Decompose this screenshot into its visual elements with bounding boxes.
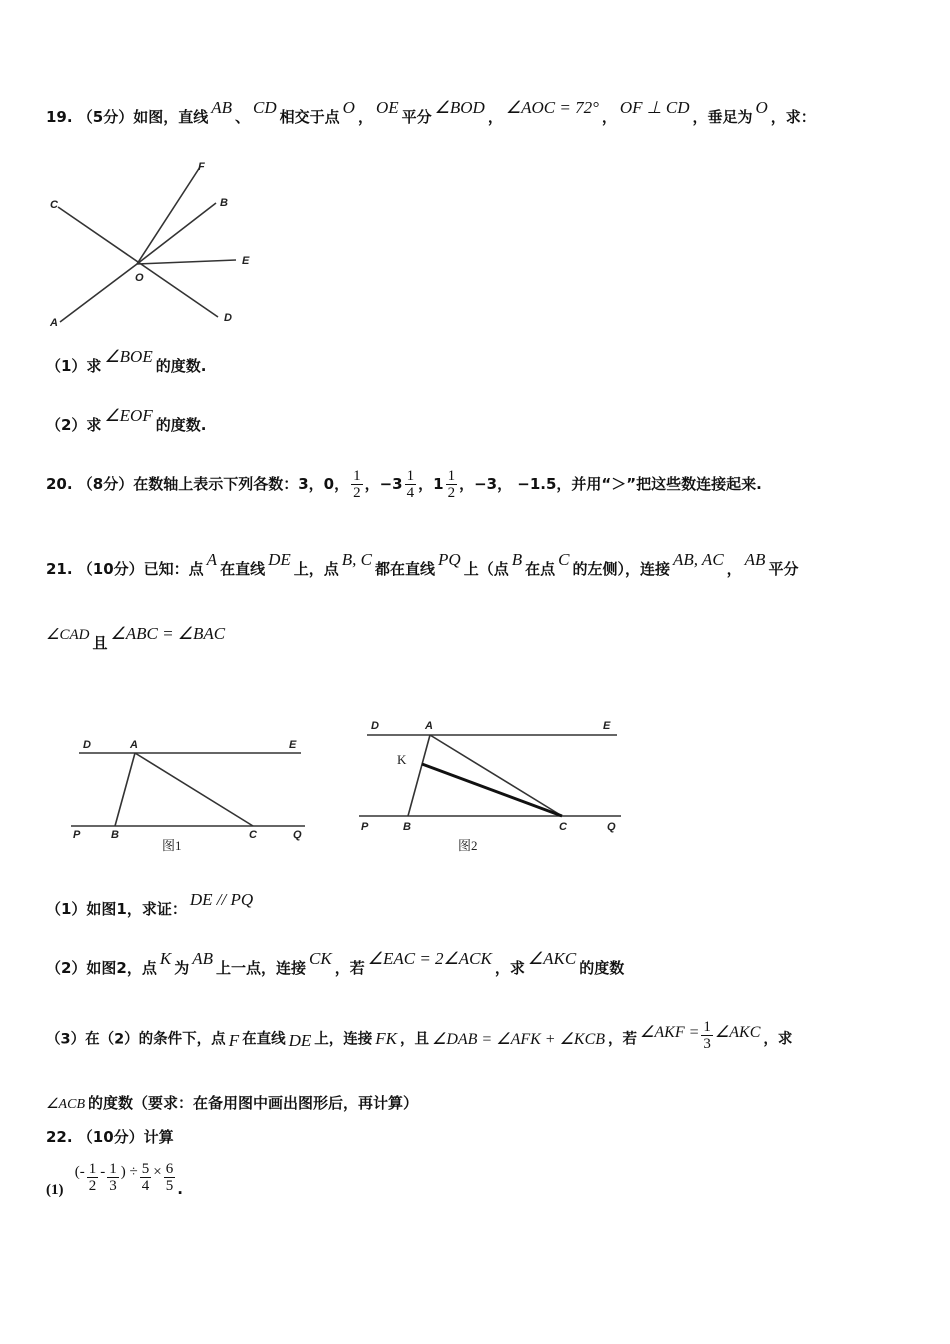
q21-p2-akc: ∠AKC <box>527 949 577 968</box>
q21-angle-cad: ∠CAD <box>46 627 90 643</box>
label-k: K <box>397 752 407 767</box>
q21-p3-t3: ，且 <box>399 1031 429 1048</box>
frac-den: 3 <box>109 1178 117 1194</box>
q21-part1 <box>46 890 256 919</box>
q19-angle-aoc: ∠AOC = 72° <box>505 98 599 117</box>
frac-den: 2 <box>353 485 361 501</box>
q21-left-text: 的左侧），连接 <box>572 560 670 578</box>
frac-num: 1 <box>88 1161 97 1177</box>
q22-close-div: ) ÷ <box>120 1164 138 1180</box>
q20-text-a: ，−3 <box>364 475 403 493</box>
q19-p2-suffix: 的度数. <box>155 416 207 434</box>
label-d: D <box>224 312 232 324</box>
q19-intersect-text: 相交于点 <box>279 108 340 126</box>
q20-text-b: ，1 <box>418 475 444 493</box>
label-c: C <box>50 199 58 211</box>
q22-open-paren: (- <box>74 1164 85 1180</box>
label-p: P <box>73 829 81 841</box>
label-a: A <box>50 317 58 329</box>
q19-part1 <box>46 347 207 376</box>
frac-num: 1 <box>109 1161 117 1177</box>
q19-p2-prefix: （2）求 <box>46 416 102 434</box>
frac-num: 1 <box>406 468 415 484</box>
q19-comma: ， <box>357 108 373 126</box>
frac-den: 4 <box>141 1178 150 1194</box>
q22-frac-4 <box>164 1161 176 1194</box>
q21-p3-t2: 上，连接 <box>314 1031 373 1048</box>
q21-at-text: 在点 <box>525 560 556 578</box>
q19-ray-oe: OE <box>375 98 399 117</box>
frac-num: 1 <box>447 468 456 484</box>
frac-num: 1 <box>703 1019 711 1035</box>
frac-den: 2 <box>447 485 456 501</box>
label-p: P <box>361 821 369 833</box>
q19-perpendicular: OF ⊥ CD <box>619 98 690 117</box>
q22-frac-3 <box>140 1161 152 1194</box>
q21-point-c: C <box>558 550 570 569</box>
label-c: C <box>559 821 567 833</box>
q21-seg-ab: AB <box>744 550 766 569</box>
label-e: E <box>242 255 250 267</box>
q21-p2-t4: 的度数 <box>579 959 625 977</box>
q21-p2-prefix: （2）如图2，点 <box>46 959 157 977</box>
ray-oe <box>137 260 236 264</box>
q21-p2-t1: 上一点，连接 <box>216 959 307 977</box>
q21-p3-f: F <box>228 1030 240 1050</box>
label-e: E <box>603 720 611 732</box>
q21-point-b: B <box>511 550 523 569</box>
label-q: Q <box>293 829 302 841</box>
label-d: D <box>371 720 379 732</box>
q21-points-bc: B, C <box>341 550 372 569</box>
q21-p2-t2: ，若 <box>334 959 365 977</box>
q19-line-ab: AB <box>211 98 233 117</box>
label-a: A <box>425 720 433 732</box>
frac-den: 5 <box>165 1178 174 1194</box>
q21-part3-line2 <box>46 1092 418 1113</box>
q19-sep: 、 <box>235 108 251 126</box>
q19-part2 <box>46 406 207 435</box>
q19-point-o: O <box>342 98 355 117</box>
fig2-caption: 图2 <box>458 838 478 853</box>
q19-comma-3: ， <box>601 108 617 126</box>
q21-p3-akc: ∠AKC <box>714 1023 761 1041</box>
q22-p1-label: (1) <box>46 1182 64 1198</box>
q19-figure <box>40 150 280 335</box>
q21-p1-prefix: （1）如图1，求证： <box>46 900 187 918</box>
q21-p3-t5: ，求 <box>763 1031 793 1048</box>
label-b: B <box>403 821 411 833</box>
q21-p3-eq: ∠DAB = ∠AFK + ∠KCB <box>431 1030 606 1048</box>
q21-statement-line2 <box>46 624 228 653</box>
q21-p3-fk: FK <box>375 1028 397 1048</box>
q21-point-a: A <box>206 550 218 569</box>
q20-frac-2 <box>405 468 417 501</box>
q21-line-pq: PQ <box>438 550 461 569</box>
label-d: D <box>83 739 91 751</box>
seg-ac <box>135 753 253 826</box>
seg-ab <box>408 735 430 816</box>
q19-p1-prefix: （1）求 <box>46 357 102 375</box>
q21-comma: ， <box>726 560 742 578</box>
ray-ob <box>137 203 216 264</box>
q21-p3-t4: ，若 <box>608 1031 638 1048</box>
ray-oa <box>60 264 137 322</box>
q21-angle-eq: ∠ABC = ∠BAC <box>110 624 226 643</box>
q21-paren-text: 上（点 <box>463 560 509 578</box>
q19-p2-math: ∠EOF <box>104 406 153 425</box>
frac-num: 6 <box>165 1161 174 1177</box>
label-b: B <box>220 197 228 209</box>
q21-statement <box>46 550 799 579</box>
q21-p3-t1: 在直线 <box>242 1031 286 1048</box>
q21-bisect-text: 平分 <box>768 560 799 578</box>
q22-times: × <box>153 1164 162 1180</box>
q22-period: . <box>177 1180 183 1198</box>
q19-line-cd: CD <box>253 98 277 117</box>
q22-part1 <box>46 1163 183 1196</box>
q19-comma-2: ， <box>487 108 503 126</box>
seg-ab <box>115 753 135 826</box>
label-e: E <box>289 739 297 751</box>
q21-p2-ck: CK <box>309 949 332 968</box>
q20-frac-3 <box>446 468 458 501</box>
q21-p2-eq: ∠EAC = 2∠ACK <box>367 949 492 968</box>
q21-part3 <box>46 1019 793 1056</box>
q22-frac-1 <box>87 1161 99 1194</box>
q21-part2 <box>46 949 625 978</box>
q19-angle-bod: ∠BOD <box>434 98 485 117</box>
q21-pt-text: 上，点 <box>293 560 339 578</box>
q21-figure-1 <box>65 732 315 857</box>
label-b: B <box>111 829 119 841</box>
label-c: C <box>249 829 257 841</box>
q21-both-text: 都在直线 <box>375 560 436 578</box>
label-f: F <box>198 161 205 173</box>
q21-p2-ab: AB <box>192 949 214 968</box>
q21-p2-k: K <box>159 949 172 968</box>
q22-frac-2 <box>107 1161 119 1194</box>
q19-foot-text: ，垂足为 <box>692 108 753 126</box>
q21-prefix: 21. （10分）已知：点 <box>46 560 204 578</box>
fig1-caption: 图1 <box>162 838 182 853</box>
q21-p2-is: 为 <box>174 959 190 977</box>
label-q: Q <box>607 821 616 833</box>
q21-figure-2 <box>355 712 630 857</box>
frac-den: 3 <box>703 1036 711 1052</box>
q21-p3-frac <box>701 1019 713 1052</box>
q21-p3-prefix: （3）在（2）的条件下，点 <box>46 1031 226 1048</box>
q21-p2-t3: ，求 <box>494 959 525 977</box>
q19-statement <box>46 98 816 127</box>
q21-p3-t6: 的度数（要求：在备用图中画出图形后，再计算） <box>88 1094 419 1112</box>
label-a: A <box>130 739 138 751</box>
q21-p3-de: DE <box>288 1030 312 1050</box>
q20-suffix: ，−3， −1.5，并用“＞”把这些数连接起来. <box>459 475 762 493</box>
q19-p1-suffix: 的度数. <box>155 357 207 375</box>
q19-p1-math: ∠BOE <box>104 347 153 366</box>
frac-num: 1 <box>353 468 361 484</box>
q21-on-text: 在直线 <box>220 560 266 578</box>
q21-p3-akf: ∠AKF = <box>640 1023 700 1041</box>
frac-den: 4 <box>406 485 415 501</box>
frac-den: 2 <box>88 1178 97 1194</box>
seg-ck <box>422 764 562 816</box>
q21-and-text: 且 <box>92 634 108 652</box>
frac-num: 5 <box>141 1161 150 1177</box>
q20-statement <box>46 468 762 501</box>
q19-point-o-2: O <box>755 98 768 117</box>
q21-p3-acb: ∠ACB <box>46 1097 85 1112</box>
q19-find-text: ，求： <box>770 108 816 126</box>
label-o: O <box>135 272 144 284</box>
q22-minus: - <box>100 1164 106 1180</box>
q22-title: 22. （10分）计算 <box>46 1128 174 1146</box>
q20-frac-1 <box>351 468 363 501</box>
q19-bisect-text: 平分 <box>401 108 432 126</box>
q21-seg-ab-ac: AB, AC <box>672 550 724 569</box>
ray-of <box>137 167 200 264</box>
q19-prefix: 19. （5分）如图，直线 <box>46 108 209 126</box>
q21-line-de: DE <box>268 550 291 569</box>
q20-prefix: 20. （8分）在数轴上表示下列各数：3，0， <box>46 475 350 493</box>
q21-p1-math: DE // PQ <box>189 890 254 909</box>
